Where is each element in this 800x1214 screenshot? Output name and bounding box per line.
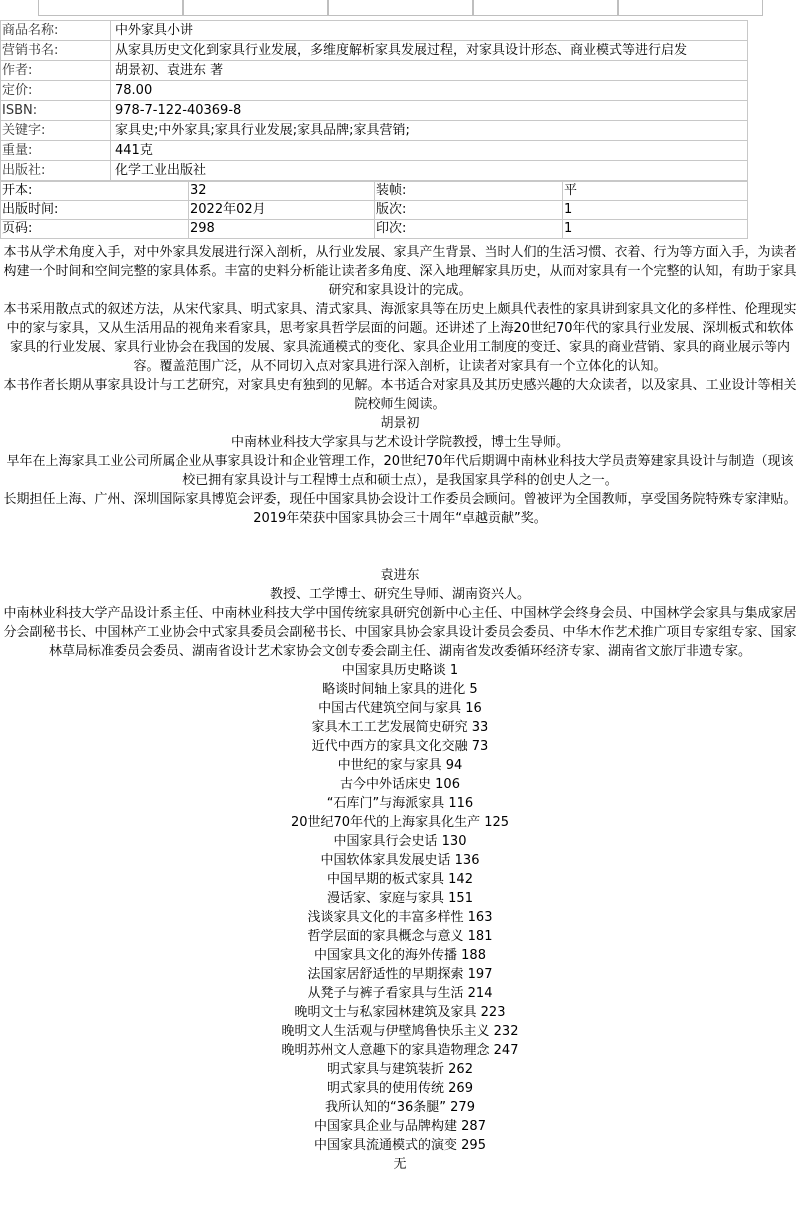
specs-value: 1 bbox=[563, 201, 748, 220]
toc-item: 家具木工工艺发展简史研究 33 bbox=[311, 720, 489, 735]
toc-item: 近代中西方的家具文化交融 73 bbox=[311, 739, 489, 754]
toc-item: 漫话家、家庭与家具 151 bbox=[327, 891, 473, 906]
table-of-contents bbox=[0, 661, 800, 1155]
toc-item: 哲学层面的家具概念与意义 181 bbox=[307, 929, 493, 944]
toc-item: 浅谈家具文化的丰富多样性 163 bbox=[307, 910, 493, 925]
info-value: 441克 bbox=[111, 141, 748, 161]
toc-item: 古今中外话床史 106 bbox=[340, 777, 460, 792]
info-label: 作者: bbox=[1, 61, 111, 81]
toc-item: 明式家具的使用传统 269 bbox=[327, 1081, 473, 1096]
info-label: 重量: bbox=[1, 141, 111, 161]
author-bio-line: 长期担任上海、广州、深圳国际家具博览会评委，现任中国家具协会设计工作委员会顾问。曾被评为全国教师，享受国务院特殊专家津贴。2019年荣获中国家具协会三十周年“卓越贡献”奖。 bbox=[3, 492, 797, 526]
info-value: 从家具历史文化到家具行业发展，多维度解析家具发展过程，对家具设计形态、商业模式等进行启发 bbox=[111, 41, 748, 61]
specs-value: 298 bbox=[189, 220, 375, 239]
specs-value: 平 bbox=[563, 182, 748, 201]
info-row bbox=[1, 141, 748, 161]
info-row bbox=[1, 61, 748, 81]
info-row bbox=[1, 121, 748, 141]
toc-item: 中国早期的板式家具 142 bbox=[327, 872, 473, 887]
toc-item: 略谈时间轴上家具的进化 5 bbox=[322, 682, 478, 697]
toc-item: 中国家具企业与品牌构建 287 bbox=[314, 1119, 486, 1134]
specs-row bbox=[1, 220, 748, 239]
specs-value: 32 bbox=[189, 182, 375, 201]
specs-label: 出版时间: bbox=[1, 201, 189, 220]
top-table-remnant bbox=[38, 0, 763, 16]
specs-label: 印次: bbox=[375, 220, 563, 239]
top-cell bbox=[328, 0, 473, 16]
intro-paragraph: 本书采用散点式的叙述方法，从宋代家具、明式家具、清式家具、海派家具等在历史上颇具代表性的家具讲到家具文化的多样性、伦理现实中的家与家具，又从生活用品的视角来看家具，思考家具哲学层面的问题。还讲述了上海20世纪70年代的家具行业发展、深圳板式和软体家具的行业发展、家具行业协会在我国的发展、家具流通模式的变化、家具企业用工制度的变迁、家具的商业营销、家具的商业展示等内容。覆盖范围广泛，从不同切入点对家具进行深入剖析，让读者对家具有一个立体化的认知。 bbox=[3, 302, 797, 374]
toc-item: 明式家具与建筑装折 262 bbox=[327, 1062, 473, 1077]
toc-item: 中国家具文化的海外传播 188 bbox=[314, 948, 486, 963]
toc-item: 我所认知的“36条腿” 279 bbox=[325, 1100, 475, 1115]
specs-row bbox=[1, 201, 748, 220]
toc-item: 从凳子与裤子看家具与生活 214 bbox=[307, 986, 493, 1001]
toc-item: 晚明苏州文人意趣下的家具造物理念 247 bbox=[281, 1043, 519, 1058]
toc-item: 中国家具流通模式的演变 295 bbox=[314, 1138, 486, 1153]
info-value: 中外家具小讲 bbox=[111, 21, 748, 41]
info-label: 商品名称: bbox=[1, 21, 111, 41]
book-description bbox=[0, 243, 800, 1174]
specs-value: 1 bbox=[563, 220, 748, 239]
info-label: 定价: bbox=[1, 81, 111, 101]
info-value: 78.00 bbox=[111, 81, 748, 101]
book-info-table bbox=[0, 20, 748, 181]
toc-item: 中国软体家具发展史话 136 bbox=[320, 853, 480, 868]
toc-item: 20世纪70年代的上海家具化生产 125 bbox=[290, 815, 510, 830]
info-row bbox=[1, 81, 748, 101]
top-cell bbox=[38, 0, 183, 16]
author-bio-line: 早年在上海家具工业公司所属企业从事家具设计和企业管理工作，20世纪70年代后期调中南林业科技大学员责筹建家具设计与制造（现该校已拥有家具设计与工程博士点和硕士点），是我国家具学科的创史人之一。 bbox=[6, 454, 794, 488]
toc-item: 晚明文人生活观与伊壁鸠鲁快乐主义 232 bbox=[281, 1024, 519, 1039]
info-label: ISBN: bbox=[1, 101, 111, 121]
author-bio-line: 教授、工学博士、研究生导师、湖南资兴人。 bbox=[269, 587, 530, 602]
toc-item: 中国家具历史略谈 1 bbox=[341, 663, 459, 678]
info-value: 978-7-122-40369-8 bbox=[111, 101, 748, 121]
info-label: 出版社: bbox=[1, 161, 111, 181]
intro-paragraph: 本书作者长期从事家具设计与工艺研究，对家具史有独到的见解。本书适合对家具及其历史感兴趣的大众读者，以及家具、工业设计等相关院校师生阅读。 bbox=[3, 378, 797, 412]
book-specs-table bbox=[0, 181, 748, 239]
toc-item: 晚明文士与私家园林建筑及家具 223 bbox=[294, 1005, 506, 1020]
toc-item: 中国家具行会史话 130 bbox=[333, 834, 467, 849]
info-row bbox=[1, 161, 748, 181]
info-row bbox=[1, 21, 748, 41]
author-bio-line: 中南林业科技大学家具与艺术设计学院教授，博士生导师。 bbox=[230, 435, 569, 450]
top-cell bbox=[473, 0, 618, 16]
specs-value: 2022年02月 bbox=[189, 201, 375, 220]
info-label: 关键字: bbox=[1, 121, 111, 141]
specs-label: 开本: bbox=[1, 182, 189, 201]
author-bio-line: 中南林业科技大学产品设计系主任、中南林业科技大学中国传统家具研究创新中心主任、中国林学会终身会员、中国林学会家具与集成家居分会副秘书长、中国林产工业协会中式家具委员会副秘书长、中国家具协会家具设计委员会委员、中华木作艺术推广项目专家组专家、国家林草局标准委员会委员、湖南省设计艺术家协会文创专委会副主任、湖南省发改委循环经济专家、湖南省文旅厅非遗专家。 bbox=[3, 606, 797, 659]
section-spacer bbox=[0, 528, 800, 566]
info-row bbox=[1, 101, 748, 121]
toc-item: 中世纪的家与家具 94 bbox=[337, 758, 463, 773]
specs-label: 版次: bbox=[375, 201, 563, 220]
info-label: 营销书名: bbox=[1, 41, 111, 61]
info-value: 家具史;中外家具;家具行业发展;家具品牌;家具营销; bbox=[111, 121, 748, 141]
info-value: 胡景初、袁进东 著 bbox=[111, 61, 748, 81]
specs-label: 页码: bbox=[1, 220, 189, 239]
toc-item: “石库门”与海派家具 116 bbox=[326, 796, 474, 811]
author-name: 胡景初 bbox=[380, 416, 420, 431]
top-cell bbox=[618, 0, 763, 16]
specs-row bbox=[1, 182, 748, 201]
specs-label: 装帧: bbox=[375, 182, 563, 201]
toc-item: 中国古代建筑空间与家具 16 bbox=[318, 701, 482, 716]
author-name: 袁进东 bbox=[380, 568, 420, 583]
toc-item: 法国家居舒适性的早期探索 197 bbox=[307, 967, 493, 982]
info-row bbox=[1, 41, 748, 61]
top-cell bbox=[183, 0, 328, 16]
footer-note: 无 bbox=[393, 1157, 407, 1172]
intro-paragraph: 本书从学术角度入手，对中外家具发展进行深入剖析，从行业发展、家具产生背景、当时人们的生活习惯、衣着、行为等方面入手，为读者构建一个时间和空间完整的家具体系。丰富的史料分析能让读者多角度、深入地理解家具历史，从而对家具有一个完整的认知，有助于家具研究和家具设计的完成。 bbox=[3, 245, 797, 298]
info-value: 化学工业出版社 bbox=[111, 161, 748, 181]
